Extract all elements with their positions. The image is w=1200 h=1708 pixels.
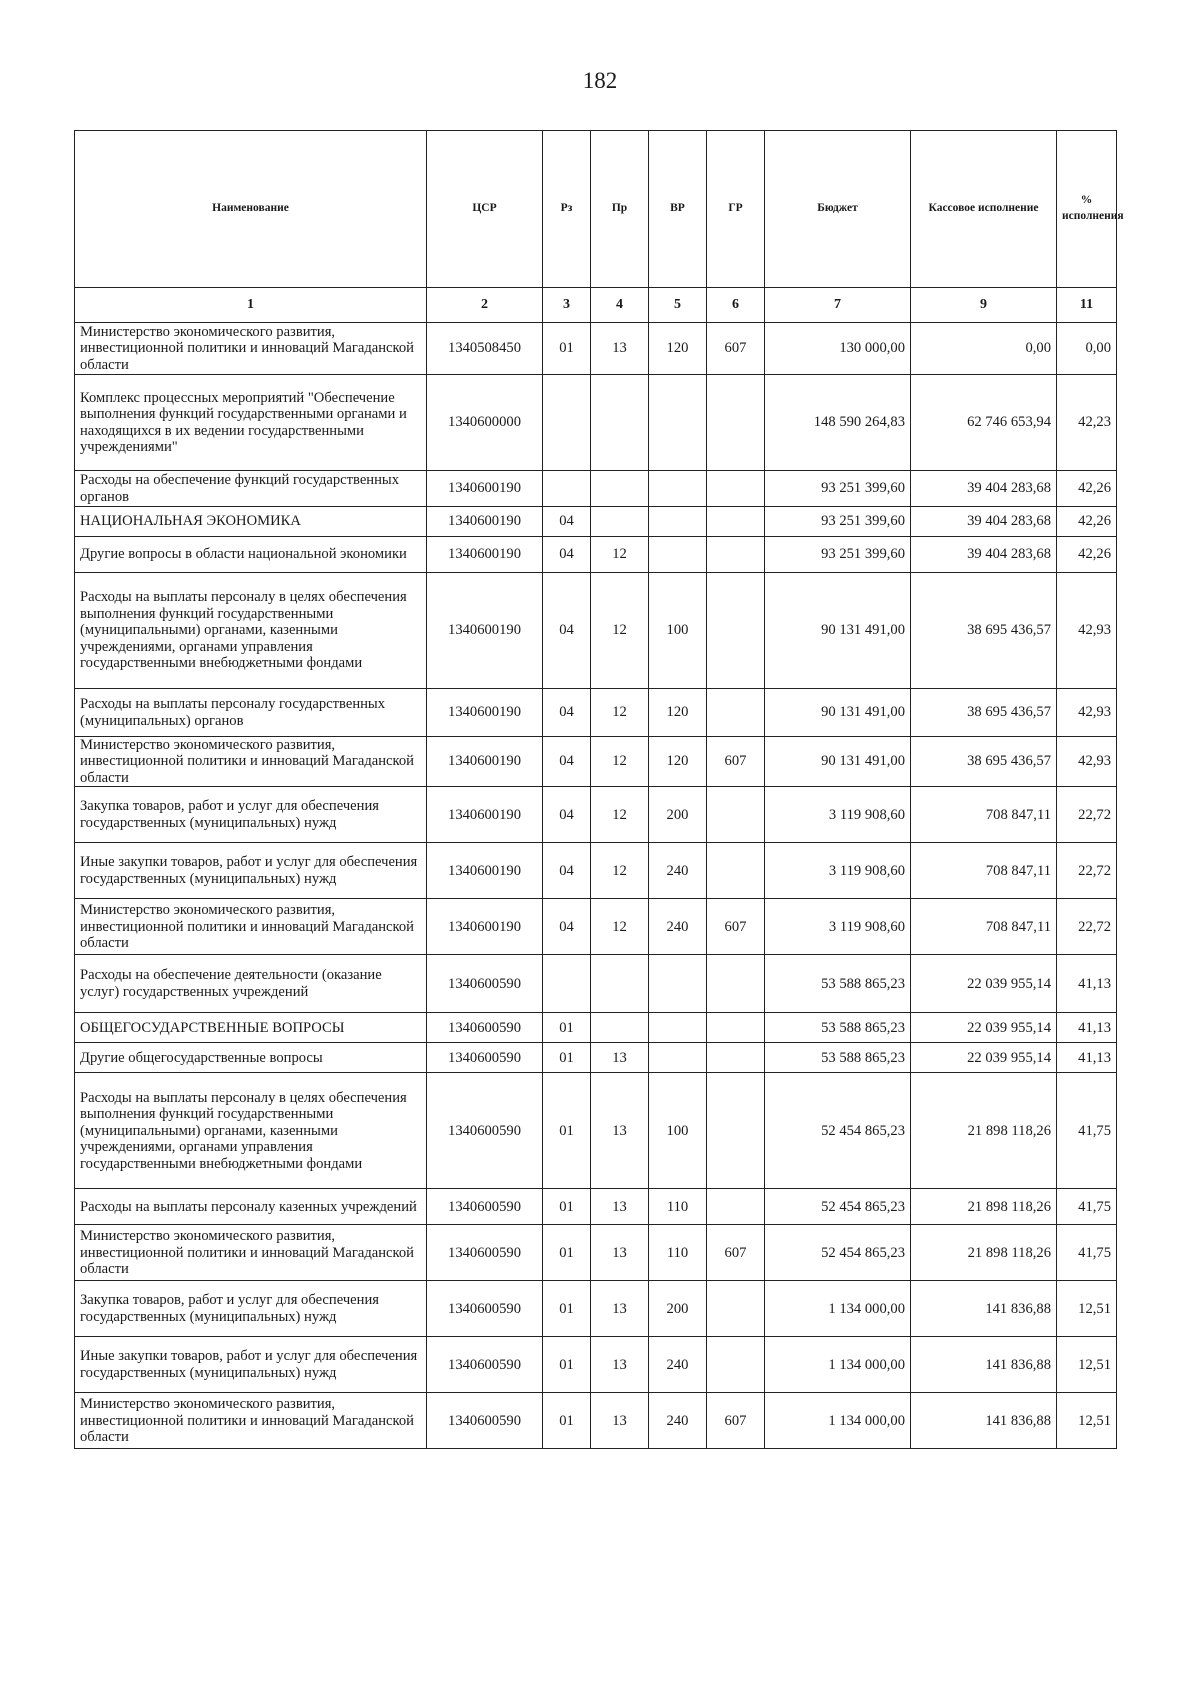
row-pr: 12: [591, 843, 649, 899]
row-name: Закупка товаров, работ и услуг для обеспечения государственных (муниципальных) нужд: [75, 787, 427, 843]
table-row: [75, 1225, 1117, 1281]
row-pr: 12: [591, 737, 649, 787]
header-csr: ЦСР: [427, 131, 543, 288]
row-kassa: 62 746 653,94: [911, 375, 1057, 471]
row-rz: [543, 955, 591, 1013]
row-rz: 04: [543, 899, 591, 955]
row-budget: 130 000,00: [765, 323, 911, 375]
row-pct: 41,75: [1057, 1073, 1117, 1189]
row-kassa: 39 404 283,68: [911, 507, 1057, 537]
row-vr: [649, 1013, 707, 1043]
row-pr: [591, 471, 649, 507]
row-name: ОБЩЕГОСУДАРСТВЕННЫЕ ВОПРОСЫ: [75, 1013, 427, 1043]
row-budget: 3 119 908,60: [765, 899, 911, 955]
row-csr: 1340600190: [427, 689, 543, 737]
row-pct: 41,75: [1057, 1225, 1117, 1281]
row-budget: 1 134 000,00: [765, 1337, 911, 1393]
row-rz: 04: [543, 537, 591, 573]
row-csr: 1340600590: [427, 1393, 543, 1449]
row-pr: [591, 1013, 649, 1043]
row-gr: [707, 1013, 765, 1043]
row-budget: 52 454 865,23: [765, 1189, 911, 1225]
row-budget: 3 119 908,60: [765, 843, 911, 899]
row-vr: [649, 507, 707, 537]
row-name: Министерство экономического развития, инвестиционной политики и инноваций Магаданской области: [75, 1393, 427, 1449]
row-name: Министерство экономического развития, инвестиционной политики и инноваций Магаданской области: [75, 323, 427, 375]
row-rz: 01: [543, 1281, 591, 1337]
row-pr: 13: [591, 1073, 649, 1189]
row-name: Расходы на выплаты персоналу в целях обеспечения выполнения функций государственными (муниципальными) органами, казенными учреждениями, органами управления государственными внебюджетными фондами: [75, 1073, 427, 1189]
row-gr: [707, 787, 765, 843]
row-pr: 13: [591, 1225, 649, 1281]
row-name: Иные закупки товаров, работ и услуг для обеспечения государственных (муниципальных) нужд: [75, 843, 427, 899]
row-vr: 120: [649, 689, 707, 737]
row-gr: [707, 507, 765, 537]
header-name: Наименование: [75, 131, 427, 288]
row-pr: 13: [591, 1189, 649, 1225]
row-vr: 240: [649, 1393, 707, 1449]
row-vr: [649, 537, 707, 573]
row-budget: 148 590 264,83: [765, 375, 911, 471]
row-pr: 13: [591, 1281, 649, 1337]
row-name: Расходы на выплаты персоналу в целях обеспечения выполнения функций государственными (муниципальными) органами, казенными учреждениями, органами управления государственными внебюджетными фондами: [75, 573, 427, 689]
table-row: [75, 1337, 1117, 1393]
row-rz: 01: [543, 1225, 591, 1281]
table-row: [75, 323, 1117, 375]
row-name: Министерство экономического развития, инвестиционной политики и инноваций Магаданской области: [75, 737, 427, 787]
row-gr: [707, 1281, 765, 1337]
row-pr: 12: [591, 787, 649, 843]
row-budget: 93 251 399,60: [765, 471, 911, 507]
row-csr: 1340600190: [427, 899, 543, 955]
row-kassa: 22 039 955,14: [911, 1013, 1057, 1043]
row-csr: 1340600190: [427, 843, 543, 899]
row-budget: 52 454 865,23: [765, 1225, 911, 1281]
row-kassa: 38 695 436,57: [911, 573, 1057, 689]
row-budget: 93 251 399,60: [765, 537, 911, 573]
row-pct: 42,93: [1057, 737, 1117, 787]
column-number: 3: [543, 288, 591, 323]
row-rz: 04: [543, 507, 591, 537]
row-budget: 90 131 491,00: [765, 573, 911, 689]
row-budget: 1 134 000,00: [765, 1281, 911, 1337]
row-csr: 1340600590: [427, 1337, 543, 1393]
row-gr: [707, 1189, 765, 1225]
column-number: 7: [765, 288, 911, 323]
row-pr: 12: [591, 537, 649, 573]
table-row: [75, 1393, 1117, 1449]
row-rz: 04: [543, 843, 591, 899]
row-kassa: 141 836,88: [911, 1393, 1057, 1449]
row-pct: 42,23: [1057, 375, 1117, 471]
header-pr: Пр: [591, 131, 649, 288]
row-name: Расходы на выплаты персоналу казенных учреждений: [75, 1189, 427, 1225]
table-row: [75, 955, 1117, 1013]
row-pct: 42,93: [1057, 689, 1117, 737]
table-row: [75, 573, 1117, 689]
row-name: Комплекс процессных мероприятий "Обеспечение выполнения функций государственными органами и находящихся в их ведении государственными учреждениями": [75, 375, 427, 471]
row-gr: [707, 1073, 765, 1189]
row-csr: 1340600590: [427, 1043, 543, 1073]
row-vr: 200: [649, 1281, 707, 1337]
row-vr: 240: [649, 899, 707, 955]
header-kassa: Кассовое исполнение: [911, 131, 1057, 288]
header-rz: Рз: [543, 131, 591, 288]
table-row: [75, 471, 1117, 507]
header-row: [75, 131, 1117, 288]
table-row: [75, 899, 1117, 955]
column-number: 11: [1057, 288, 1117, 323]
row-name: НАЦИОНАЛЬНАЯ ЭКОНОМИКА: [75, 507, 427, 537]
row-rz: 01: [543, 1073, 591, 1189]
row-gr: [707, 1043, 765, 1073]
row-pct: 12,51: [1057, 1393, 1117, 1449]
row-pct: 42,93: [1057, 573, 1117, 689]
row-gr: [707, 689, 765, 737]
row-pct: 42,26: [1057, 471, 1117, 507]
row-gr: [707, 573, 765, 689]
row-pr: [591, 507, 649, 537]
row-rz: 01: [543, 1043, 591, 1073]
row-vr: [649, 1043, 707, 1073]
column-number: 6: [707, 288, 765, 323]
row-gr: [707, 537, 765, 573]
table-row: [75, 1043, 1117, 1073]
table-row: [75, 1073, 1117, 1189]
row-kassa: 39 404 283,68: [911, 537, 1057, 573]
row-name: Расходы на обеспечение функций государственных органов: [75, 471, 427, 507]
row-gr: [707, 471, 765, 507]
row-gr: 607: [707, 1225, 765, 1281]
column-numbers-row: [75, 288, 1117, 323]
row-pr: [591, 955, 649, 1013]
row-gr: [707, 955, 765, 1013]
row-vr: 120: [649, 323, 707, 375]
row-kassa: 39 404 283,68: [911, 471, 1057, 507]
row-csr: 1340600590: [427, 1013, 543, 1043]
header-pct: % исполнения: [1057, 131, 1117, 288]
row-csr: 1340508450: [427, 323, 543, 375]
row-pr: [591, 375, 649, 471]
table-row: [75, 537, 1117, 573]
row-csr: 1340600190: [427, 573, 543, 689]
table-row: [75, 737, 1117, 787]
row-pct: 42,26: [1057, 537, 1117, 573]
row-budget: 1 134 000,00: [765, 1393, 911, 1449]
row-budget: 52 454 865,23: [765, 1073, 911, 1189]
row-pct: 12,51: [1057, 1281, 1117, 1337]
row-rz: 01: [543, 1393, 591, 1449]
column-number: 5: [649, 288, 707, 323]
row-pct: 22,72: [1057, 787, 1117, 843]
row-rz: 01: [543, 1189, 591, 1225]
header-gr: ГР: [707, 131, 765, 288]
row-budget: 90 131 491,00: [765, 689, 911, 737]
row-rz: 01: [543, 323, 591, 375]
row-pct: 41,13: [1057, 1013, 1117, 1043]
table-row: [75, 1189, 1117, 1225]
row-pct: 0,00: [1057, 323, 1117, 375]
row-rz: 04: [543, 689, 591, 737]
row-pr: 13: [591, 1393, 649, 1449]
row-pr: 12: [591, 689, 649, 737]
row-budget: 93 251 399,60: [765, 507, 911, 537]
row-pr: 12: [591, 899, 649, 955]
row-pct: 41,13: [1057, 1043, 1117, 1073]
column-number: 9: [911, 288, 1057, 323]
row-budget: 53 588 865,23: [765, 1013, 911, 1043]
row-gr: 607: [707, 1393, 765, 1449]
row-vr: 100: [649, 573, 707, 689]
row-csr: 1340600590: [427, 1281, 543, 1337]
table-row: [75, 1013, 1117, 1043]
budget-execution-table: [74, 130, 1124, 1449]
row-budget: 90 131 491,00: [765, 737, 911, 787]
row-rz: 04: [543, 787, 591, 843]
row-rz: 04: [543, 573, 591, 689]
table-row: [75, 787, 1117, 843]
row-vr: 240: [649, 843, 707, 899]
column-number: 2: [427, 288, 543, 323]
row-kassa: 708 847,11: [911, 787, 1057, 843]
row-pr: 13: [591, 323, 649, 375]
row-kassa: 21 898 118,26: [911, 1189, 1057, 1225]
row-vr: 110: [649, 1189, 707, 1225]
row-kassa: 21 898 118,26: [911, 1073, 1057, 1189]
row-csr: 1340600000: [427, 375, 543, 471]
row-vr: 120: [649, 737, 707, 787]
row-gr: 607: [707, 737, 765, 787]
row-budget: 53 588 865,23: [765, 1043, 911, 1073]
row-name: Расходы на обеспечение деятельности (оказание услуг) государственных учреждений: [75, 955, 427, 1013]
row-gr: [707, 375, 765, 471]
row-csr: 1340600590: [427, 955, 543, 1013]
row-vr: [649, 471, 707, 507]
row-pct: 22,72: [1057, 899, 1117, 955]
row-kassa: 38 695 436,57: [911, 737, 1057, 787]
row-csr: 1340600190: [427, 737, 543, 787]
row-vr: 200: [649, 787, 707, 843]
row-gr: [707, 843, 765, 899]
row-csr: 1340600190: [427, 787, 543, 843]
row-pct: 12,51: [1057, 1337, 1117, 1393]
header-vr: ВР: [649, 131, 707, 288]
row-rz: [543, 471, 591, 507]
row-csr: 1340600590: [427, 1073, 543, 1189]
row-kassa: 141 836,88: [911, 1337, 1057, 1393]
row-pct: 41,13: [1057, 955, 1117, 1013]
row-pct: 22,72: [1057, 843, 1117, 899]
row-name: Министерство экономического развития, инвестиционной политики и инноваций Магаданской области: [75, 899, 427, 955]
row-vr: [649, 375, 707, 471]
row-vr: [649, 955, 707, 1013]
row-kassa: 22 039 955,14: [911, 1043, 1057, 1073]
row-name: Другие общегосударственные вопросы: [75, 1043, 427, 1073]
row-name: Министерство экономического развития, инвестиционной политики и инноваций Магаданской области: [75, 1225, 427, 1281]
table-row: [75, 375, 1117, 471]
row-rz: 04: [543, 737, 591, 787]
row-csr: 1340600190: [427, 507, 543, 537]
row-rz: 01: [543, 1013, 591, 1043]
row-vr: 100: [649, 1073, 707, 1189]
row-pct: 42,26: [1057, 507, 1117, 537]
row-rz: [543, 375, 591, 471]
row-name: Иные закупки товаров, работ и услуг для обеспечения государственных (муниципальных) нужд: [75, 1337, 427, 1393]
row-pr: 13: [591, 1337, 649, 1393]
row-budget: 3 119 908,60: [765, 787, 911, 843]
row-csr: 1340600590: [427, 1225, 543, 1281]
row-csr: 1340600590: [427, 1189, 543, 1225]
column-number: 4: [591, 288, 649, 323]
row-kassa: 708 847,11: [911, 843, 1057, 899]
row-name: Расходы на выплаты персоналу государственных (муниципальных) органов: [75, 689, 427, 737]
row-budget: 53 588 865,23: [765, 955, 911, 1013]
table-row: [75, 1281, 1117, 1337]
row-kassa: 0,00: [911, 323, 1057, 375]
row-name: Другие вопросы в области национальной экономики: [75, 537, 427, 573]
row-gr: 607: [707, 323, 765, 375]
row-rz: 01: [543, 1337, 591, 1393]
row-kassa: 21 898 118,26: [911, 1225, 1057, 1281]
row-kassa: 708 847,11: [911, 899, 1057, 955]
table-row: [75, 689, 1117, 737]
row-kassa: 141 836,88: [911, 1281, 1057, 1337]
row-gr: 607: [707, 899, 765, 955]
column-number: 1: [75, 288, 427, 323]
row-vr: 110: [649, 1225, 707, 1281]
page-number: 182: [582, 68, 618, 93]
table-row: [75, 507, 1117, 537]
table-row: [75, 843, 1117, 899]
row-gr: [707, 1337, 765, 1393]
row-csr: 1340600190: [427, 537, 543, 573]
row-kassa: 38 695 436,57: [911, 689, 1057, 737]
header-budget: Бюджет: [765, 131, 911, 288]
row-pr: 12: [591, 573, 649, 689]
row-pct: 41,75: [1057, 1189, 1117, 1225]
row-kassa: 22 039 955,14: [911, 955, 1057, 1013]
row-csr: 1340600190: [427, 471, 543, 507]
row-name: Закупка товаров, работ и услуг для обеспечения государственных (муниципальных) нужд: [75, 1281, 427, 1337]
row-vr: 240: [649, 1337, 707, 1393]
row-pr: 13: [591, 1043, 649, 1073]
